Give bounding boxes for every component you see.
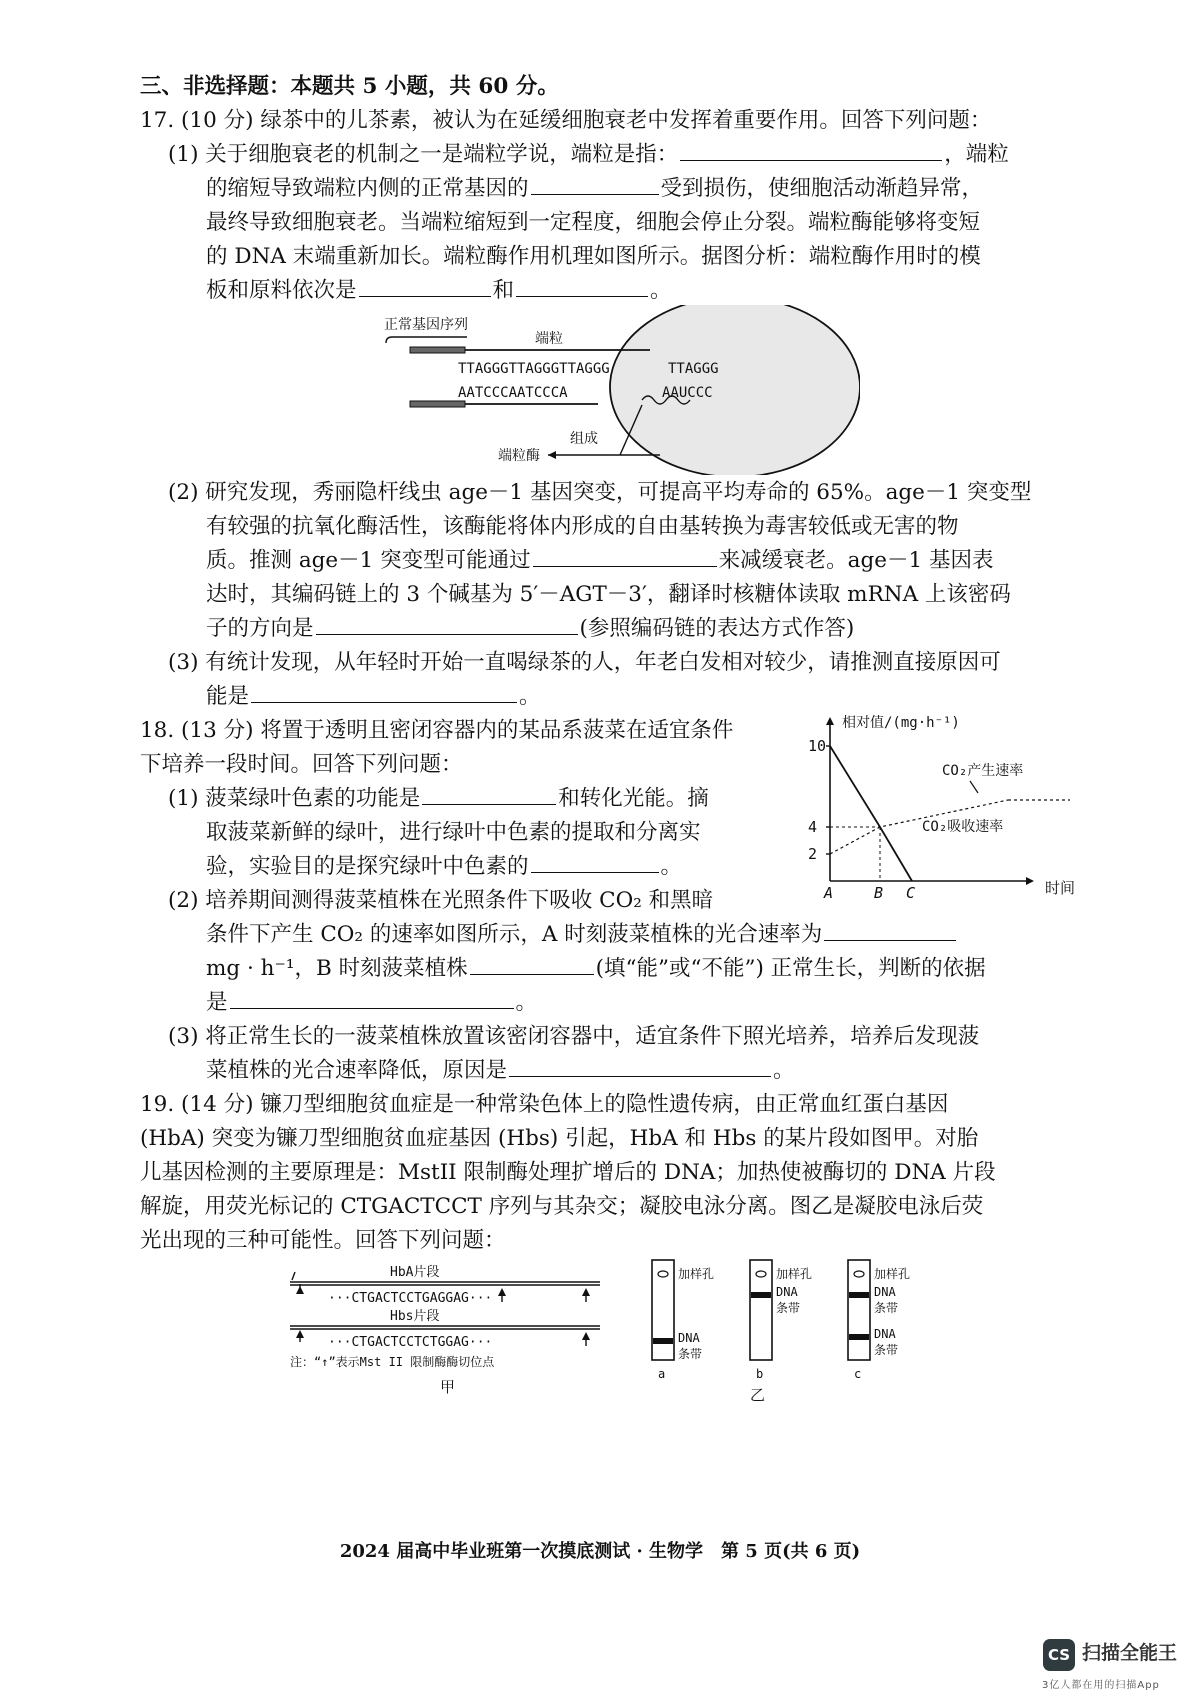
fig-yi-caption: 乙	[750, 1386, 766, 1404]
lane-label-c: c	[854, 1367, 862, 1381]
dna-band	[849, 1334, 869, 1340]
telomerase-circle	[610, 305, 860, 475]
q17-p3-line1: (3) 有统计发现，从年轻时开始一直喝绿茶的人，年老白发相对较少，请推测直接原因可	[168, 650, 1001, 675]
text: 是	[206, 990, 228, 1015]
hba-label: HbA片段	[390, 1265, 440, 1280]
band-label: DNA	[776, 1285, 798, 1299]
q18-p1-line3	[206, 852, 682, 882]
camscanner-tagline: 3亿人都在用的扫描App	[1042, 1680, 1160, 1691]
q19-line4: 解旋，用荧光标记的 CTGACTCCT 序列与其杂交；凝胶电泳分离。图乙是凝胶电泳后荧	[140, 1194, 984, 1219]
series-label-co2-production: CO₂产生速率	[942, 763, 1024, 779]
hba-seq: ···CTGACTCCTGAGGAG···	[328, 1291, 493, 1306]
q17-p2-line3	[206, 546, 993, 576]
answer-blank	[422, 784, 556, 805]
q18-p3-line1: (3) 将正常生长的一菠菜植株放置该密闭容器中，适宜条件下照光培养，培养后发现菠	[168, 1024, 980, 1049]
band-label: DNA	[874, 1327, 896, 1341]
q18-p2-line1: (2) 培养期间测得菠菜植株在光照条件下吸收 CO₂ 和黑暗	[168, 888, 714, 913]
answer-blank	[533, 546, 717, 567]
text: (1) 关于细胞衰老的机制之一是端粒学说，端粒是指：	[168, 142, 679, 167]
q18-p2-line2	[206, 920, 958, 950]
q18-p2-line4	[206, 988, 537, 1018]
text: 菜植株的光合速率降低，原因是	[206, 1058, 508, 1083]
cut-site-arrow-icon	[582, 1288, 590, 1296]
text: 和	[492, 278, 515, 303]
telomere-label: 端粒	[535, 331, 563, 347]
x-tick-label: C	[906, 884, 916, 902]
q18-p2-line3	[206, 954, 986, 984]
answer-blank	[316, 614, 578, 635]
co2-rate-chart	[800, 713, 1100, 903]
text: 受到损伤，使细胞活动渐趋异常，	[660, 176, 984, 201]
q17-p1-line3: 最终导致细胞衰老。当端粒缩短到一定程度，细胞会停止分裂。端粒酶能够将变短	[206, 210, 981, 235]
q17-p1-line2	[206, 174, 983, 204]
q17-p2-line2: 有较强的抗氧化酶活性，该酶能将体内形成的自由基转换为毒害较低或无害的物	[206, 514, 959, 539]
text: (参照编码链的表达方式作答)	[579, 616, 855, 641]
answer-blank	[531, 852, 659, 873]
band-label: 条带	[678, 1347, 703, 1361]
text: 能是	[206, 684, 250, 709]
q18-p3-line2	[206, 1056, 795, 1086]
series-label-pointer	[970, 781, 978, 793]
text: 验，实验目的是探究绿叶中色素的	[206, 854, 529, 879]
cut-site-arrow-icon	[582, 1332, 590, 1340]
cut-site-arrow-icon	[498, 1288, 506, 1296]
series-line-co2-absorption	[830, 746, 912, 881]
seq-top-tail: TTAGGG	[668, 361, 719, 377]
answer-blank	[251, 682, 517, 703]
fig-jia-caption: 甲	[440, 1378, 456, 1396]
seq-bottom: AATCCCAATCCCA	[458, 385, 568, 401]
text: ，端粒	[944, 142, 1009, 167]
answer-blank	[470, 954, 594, 975]
q18-stem-line1: 18. (13 分) 将置于透明且密闭容器内的某品系菠菜在适宜条件	[140, 718, 734, 743]
cut-site-arrow-icon	[296, 1330, 304, 1338]
arrowhead	[548, 451, 556, 459]
cut-site-arrow-icon	[296, 1286, 304, 1294]
text: (填“能”或“不能”) 正常生长，判断的依据	[595, 956, 986, 981]
lane-label-b: b	[756, 1367, 764, 1381]
compose-label: 组成	[570, 431, 598, 447]
text: 。	[519, 684, 541, 709]
answer-blank	[359, 276, 491, 297]
dna-band	[653, 1338, 673, 1344]
text: 来减缓衰老。age－1 基因表	[718, 548, 994, 573]
text: 子的方向是	[206, 616, 314, 641]
answer-blank	[824, 920, 956, 941]
q17-p2-line5	[206, 614, 854, 644]
band-label: 条带	[776, 1301, 801, 1315]
dna-band	[751, 1292, 771, 1298]
camscanner-logo-icon: CS	[1043, 1639, 1075, 1671]
text: 质。推测 age－1 突变型可能通过	[206, 548, 531, 573]
figure-jia	[290, 1262, 620, 1402]
text: 的缩短导致端粒内侧的正常基因的	[206, 176, 529, 201]
well-label: 加样孔	[678, 1267, 715, 1281]
band-label: DNA	[874, 1285, 896, 1299]
x-tick-label: A	[824, 884, 834, 902]
q19-line5: 光出现的三种可能性。回答下列问题：	[140, 1228, 506, 1253]
x-axis-arrow	[1026, 877, 1034, 885]
q17-p1-line4: 的 DNA 末端重新加长。端粒酶作用机理如图所示。据图分析：端粒酶作用时的模	[206, 244, 981, 269]
answer-blank	[531, 174, 659, 195]
text: 条件下产生 CO₂ 的速率如图所示，A 时刻菠菜植株的光合速率为	[206, 922, 823, 947]
answer-blank	[680, 140, 942, 161]
text: 板和原料依次是	[206, 278, 357, 303]
hbs-label: Hbs片段	[390, 1309, 440, 1324]
y-tick-label: 4	[808, 818, 818, 836]
q18-p1-line2: 取菠菜新鲜的绿叶，进行绿叶中色素的提取和分离实	[206, 820, 701, 845]
text: (1) 菠菜绿叶色素的功能是	[168, 786, 421, 811]
y-tick-label: 2	[808, 845, 818, 863]
band-label: DNA	[678, 1331, 700, 1345]
gel-lane-c	[848, 1260, 870, 1360]
section-title: 三、非选择题：本题共 5 小题，共 60 分。	[140, 74, 559, 99]
band-label: 条带	[874, 1301, 899, 1315]
q19-line3: 儿基因检测的主要原理是：MstII 限制酶处理扩增后的 DNA；加热使被酶切的 DNA 片段	[140, 1160, 996, 1185]
text: 和转化光能。摘	[558, 786, 709, 811]
q18-stem-line2: 下培养一段时间。回答下列问题：	[140, 752, 463, 777]
q17-p1-line1	[168, 140, 1009, 170]
normal-gene-label: 正常基因序列	[384, 317, 468, 333]
y-axis-arrow	[826, 717, 834, 725]
camscanner-name: 扫描全能王	[1082, 1642, 1178, 1664]
well-label: 加样孔	[776, 1267, 813, 1281]
answer-blank	[509, 1056, 771, 1077]
figure-yi	[650, 1258, 940, 1408]
y-tick-label: 10	[808, 737, 827, 755]
telomerase-label: 端粒酶	[498, 448, 540, 464]
page-footer: 2024 届高中毕业班第一次摸底测试 · 生物学 第 5 页(共 6 页)	[339, 1541, 861, 1562]
dna-bottom-strand	[410, 401, 465, 407]
text: 。	[515, 990, 538, 1015]
q17-p2-line1: (2) 研究发现，秀丽隐杆线虫 age－1 基因突变，可提高平均寿命的 65%。age－1 突变型	[168, 480, 1032, 505]
q17-p3-line2	[206, 682, 541, 712]
text: 。	[773, 1058, 795, 1083]
gel-lane-a	[652, 1260, 674, 1360]
dna-band	[849, 1292, 869, 1298]
telomerase-diagram	[380, 305, 860, 475]
q19-line1: 19. (14 分) 镰刀型细胞贫血症是一种常染色体上的隐性遗传病，由正常血红蛋白基因	[140, 1092, 949, 1117]
seq-rna: AAUCCC	[662, 385, 713, 401]
lane-label-a: a	[658, 1367, 666, 1381]
normal-gene-brace	[386, 337, 467, 343]
q19-line2: (HbA) 突变为镰刀型细胞贫血症基因 (Hbs) 引起，HbA 和 Hbs 的某片段如图甲。对胎	[140, 1126, 979, 1151]
seq-top: TTAGGGTTAGGGTTAGGG	[458, 361, 610, 377]
gel-lane-b	[750, 1260, 772, 1360]
y-axis-label: 相对值/(mg·h⁻¹)	[842, 715, 960, 731]
dna-top-strand	[410, 347, 465, 353]
cut-site-note: 注：“↑”表示Mst II 限制酶酶切位点	[290, 1355, 495, 1369]
text: 。	[650, 278, 672, 303]
answer-blank	[516, 276, 648, 297]
hbs-seq: ···CTGACTCCTCTGGAG···	[328, 1335, 493, 1350]
x-tick-label: B	[874, 884, 884, 902]
q17-p2-line4: 达时，其编码链上的 3 个碱基为 5′－AGT－3′，翻译时核糖体读取 mRNA 上该密码	[206, 582, 1011, 607]
text: mg · h⁻¹，B 时刻菠菜植株	[206, 956, 468, 981]
answer-blank	[230, 988, 514, 1009]
text: 。	[660, 854, 683, 879]
band-label: 条带	[874, 1343, 899, 1357]
q18-p1-line1	[168, 784, 709, 814]
q17-stem: 17. (10 分) 绿茶中的儿茶素，被认为在延缓细胞衰老中发挥着重要作用。回答下列问题：	[140, 108, 992, 133]
q17-p1-line5	[206, 276, 672, 306]
x-axis-label: 时间	[1045, 879, 1076, 897]
well-label: 加样孔	[874, 1267, 911, 1281]
series-label-co2-absorption: CO₂吸收速率	[922, 819, 1004, 835]
